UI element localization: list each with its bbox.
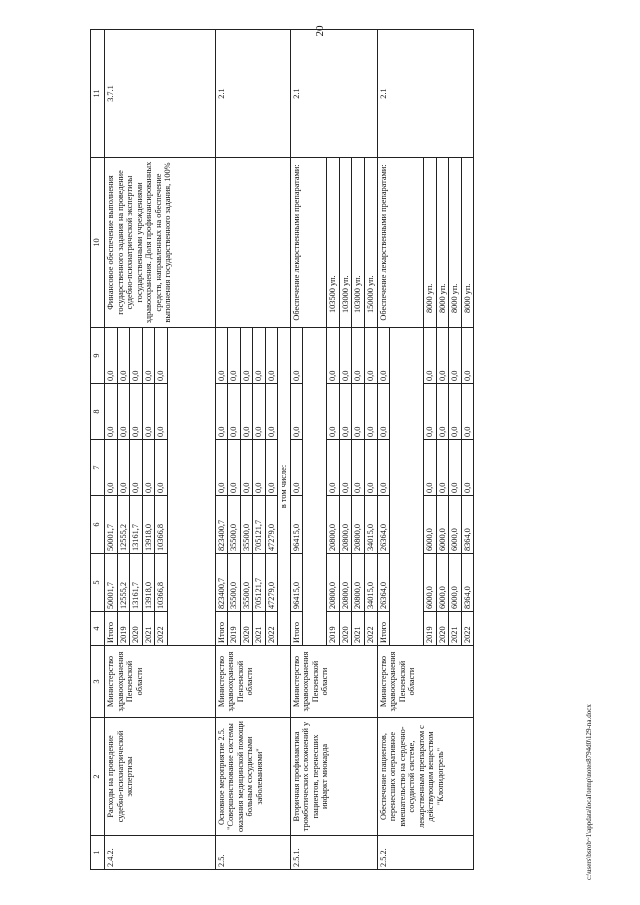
other-cell: 0,0 — [327, 328, 340, 384]
total-cell: 6000,0 — [436, 554, 449, 612]
other-cell: 0,0 — [117, 328, 130, 384]
year-cell: 2020 — [130, 612, 143, 646]
federal-cell: 0,0 — [240, 440, 253, 496]
total-cell: 50001,7 — [105, 554, 118, 612]
executor: Министерство здравоохранения Пензенской области — [290, 646, 377, 718]
local-cell: 0,0 — [155, 384, 168, 440]
col-header-11: 11 — [91, 30, 105, 158]
empty-cell — [167, 328, 215, 646]
indicator-value: 8000 уп. — [449, 158, 462, 328]
row-number: 2.5.1. — [290, 836, 377, 870]
federal-cell: 0,0 — [339, 440, 352, 496]
executor: Министерство здравоохранения Пензенской области — [377, 646, 474, 718]
other-cell: 0,0 — [461, 328, 474, 384]
federal-cell: 0,0 — [352, 440, 365, 496]
col-header-7: 7 — [91, 440, 105, 496]
local-cell: 0,0 — [290, 384, 303, 440]
year-cell: Итого — [105, 612, 118, 646]
empty-cell — [303, 328, 327, 646]
regional-cell: 13918,0 — [142, 496, 155, 554]
total-cell: 20800,0 — [327, 554, 340, 612]
indicator-value: 103000 уп. — [339, 158, 352, 328]
federal-cell: 0,0 — [117, 440, 130, 496]
row-number: 2.5. — [215, 836, 290, 870]
regional-cell: 34015,0 — [364, 496, 377, 554]
federal-cell: 0,0 — [461, 440, 474, 496]
total-cell: 8364,0 — [461, 554, 474, 612]
other-cell: 0,0 — [142, 328, 155, 384]
year-cell: 2019 — [424, 612, 437, 646]
separator-label: в том числе: — [278, 328, 291, 646]
link-cell: 2.1 — [215, 30, 290, 158]
local-cell: 0,0 — [449, 384, 462, 440]
total-cell: 705121,7 — [253, 554, 266, 612]
indicator-text: Финансовое обеспечение выполнения государственного задания на проведение судебно-психиатрической экспертизы государственными учреждениями здравоохранения. Доля профинансированных средств, направленных на обеспечение выполнения государственного задания, 100% — [105, 158, 216, 328]
federal-cell: 0,0 — [253, 440, 266, 496]
federal-cell: 0,0 — [215, 440, 228, 496]
local-cell: 0,0 — [339, 384, 352, 440]
other-cell: 0,0 — [449, 328, 462, 384]
other-cell: 0,0 — [240, 328, 253, 384]
total-cell: 20800,0 — [352, 554, 365, 612]
total-cell: 823400,7 — [215, 554, 228, 612]
regional-cell: 26364,0 — [377, 496, 390, 554]
executor: Министерство здравоохранения Пензенской области — [105, 646, 216, 718]
year-cell: 2021 — [253, 612, 266, 646]
indicator-text — [215, 158, 290, 328]
local-cell: 0,0 — [117, 384, 130, 440]
year-cell: Итого — [215, 612, 228, 646]
local-cell: 0,0 — [253, 384, 266, 440]
row-number: 2.5.2. — [377, 836, 474, 870]
page-number: 20 — [314, 25, 326, 37]
year-cell: 2022 — [155, 612, 168, 646]
federal-cell: 0,0 — [364, 440, 377, 496]
regional-cell: 10366,8 — [155, 496, 168, 554]
regional-cell: 6000,0 — [449, 496, 462, 554]
col-header-5: 5 — [91, 554, 105, 612]
year-cell: 2021 — [449, 612, 462, 646]
year-cell: Итого — [377, 612, 390, 646]
activity-name: Расходы на проведение судебно-психиатрической экспертизы — [105, 718, 216, 836]
local-cell: 0,0 — [364, 384, 377, 440]
indicator-value: 8000 уп. — [424, 158, 437, 328]
year-cell: 2019 — [228, 612, 241, 646]
regional-cell: 823400,7 — [215, 496, 228, 554]
other-cell: 0,0 — [228, 328, 241, 384]
total-cell: 35500,0 — [228, 554, 241, 612]
other-cell: 0,0 — [339, 328, 352, 384]
row-number: 2.4.2. — [105, 836, 216, 870]
indicator-text: Обеспечение лекарственными препаратами: — [290, 158, 327, 328]
activity-name: Основное мероприятие 2.5. "Совершенствование системы оказания медицинской помощи больным сосудистыми заболеваниями" — [215, 718, 290, 836]
indicator-value: 8000 уп. — [461, 158, 474, 328]
local-cell: 0,0 — [461, 384, 474, 440]
indicator-value: 150000 уп. — [364, 158, 377, 328]
federal-cell: 0,0 — [290, 440, 303, 496]
federal-cell: 0,0 — [105, 440, 118, 496]
total-cell: 34015,0 — [364, 554, 377, 612]
table-row — [377, 30, 390, 870]
federal-cell: 0,0 — [130, 440, 143, 496]
other-cell: 0,0 — [130, 328, 143, 384]
link-cell: 3.7.1 — [105, 30, 216, 158]
indicator-text: Обеспечение лекарственными препаратами: — [377, 158, 424, 328]
col-header-9: 9 — [91, 328, 105, 384]
regional-cell: 50001,7 — [105, 496, 118, 554]
other-cell: 0,0 — [253, 328, 266, 384]
local-cell: 0,0 — [130, 384, 143, 440]
local-cell: 0,0 — [377, 384, 390, 440]
regional-cell: 705121,7 — [253, 496, 266, 554]
col-header-1: 1 — [91, 836, 105, 870]
federal-cell: 0,0 — [436, 440, 449, 496]
indicator-value: 8000 уп. — [436, 158, 449, 328]
column-number-row — [91, 30, 105, 870]
year-cell: Итого — [290, 612, 303, 646]
col-header-8: 8 — [91, 384, 105, 440]
total-cell: 6000,0 — [449, 554, 462, 612]
other-cell: 0,0 — [265, 328, 278, 384]
regional-cell: 96415,0 — [290, 496, 303, 554]
federal-cell: 0,0 — [265, 440, 278, 496]
other-cell: 0,0 — [424, 328, 437, 384]
regional-cell: 6000,0 — [436, 496, 449, 554]
file-path-text: c:\users\bsrob~1\appdata\local\temp\notes8794d0\129-na.docx — [585, 704, 593, 880]
total-cell: 96415,0 — [290, 554, 303, 612]
other-cell: 0,0 — [105, 328, 118, 384]
local-cell: 0,0 — [215, 384, 228, 440]
regional-cell: 47279,0 — [265, 496, 278, 554]
federal-cell: 0,0 — [377, 440, 390, 496]
program-table — [90, 29, 474, 870]
local-cell: 0,0 — [240, 384, 253, 440]
total-cell: 35500,0 — [240, 554, 253, 612]
year-cell: 2019 — [117, 612, 130, 646]
local-cell: 0,0 — [142, 384, 155, 440]
other-cell: 0,0 — [436, 328, 449, 384]
year-cell: 2021 — [352, 612, 365, 646]
federal-cell: 0,0 — [155, 440, 168, 496]
federal-cell: 0,0 — [142, 440, 155, 496]
col-header-4: 4 — [91, 612, 105, 646]
other-cell: 0,0 — [352, 328, 365, 384]
local-cell: 0,0 — [424, 384, 437, 440]
link-cell: 2.1 — [290, 30, 377, 158]
total-cell: 12555,2 — [117, 554, 130, 612]
total-cell: 13161,7 — [130, 554, 143, 612]
col-header-10: 10 — [91, 158, 105, 328]
local-cell: 0,0 — [436, 384, 449, 440]
rotated-table-container — [90, 30, 550, 870]
executor: Министерство здравоохранения Пензенской области — [215, 646, 290, 718]
regional-cell: 35500,0 — [228, 496, 241, 554]
table-row — [290, 30, 303, 870]
regional-cell: 8364,0 — [461, 496, 474, 554]
federal-cell: 0,0 — [449, 440, 462, 496]
other-cell: 0,0 — [364, 328, 377, 384]
year-cell: 2022 — [461, 612, 474, 646]
regional-cell: 20800,0 — [339, 496, 352, 554]
table-row — [105, 30, 118, 870]
activity-name: Вторичная профилактика тромботических осложнений у пациентов, перенесших инфаркт миокарда — [290, 718, 377, 836]
year-cell: 2020 — [436, 612, 449, 646]
year-cell: 2022 — [364, 612, 377, 646]
activity-name: Обеспечение пациентов, перенесших оперативное вмешательство на сердечно-сосудистой системе, лекарственным препаратом с действующим веществом "Клопидогрель" — [377, 718, 474, 836]
total-cell: 13918,0 — [142, 554, 155, 612]
local-cell: 0,0 — [327, 384, 340, 440]
year-cell: 2022 — [265, 612, 278, 646]
table-row — [215, 30, 228, 870]
total-cell: 6000,0 — [424, 554, 437, 612]
total-cell: 10366,8 — [155, 554, 168, 612]
local-cell: 0,0 — [105, 384, 118, 440]
regional-cell: 6000,0 — [424, 496, 437, 554]
col-header-6: 6 — [91, 496, 105, 554]
local-cell: 0,0 — [352, 384, 365, 440]
year-cell: 2021 — [142, 612, 155, 646]
indicator-value: 103500 уп. — [327, 158, 340, 328]
local-cell: 0,0 — [228, 384, 241, 440]
federal-cell: 0,0 — [424, 440, 437, 496]
total-cell: 20800,0 — [339, 554, 352, 612]
other-cell: 0,0 — [377, 328, 390, 384]
year-cell: 2020 — [339, 612, 352, 646]
regional-cell: 20800,0 — [352, 496, 365, 554]
other-cell: 0,0 — [290, 328, 303, 384]
link-cell: 2.1 — [377, 30, 474, 158]
indicator-value: 103000 уп. — [352, 158, 365, 328]
federal-cell: 0,0 — [327, 440, 340, 496]
col-header-2: 2 — [91, 718, 105, 836]
federal-cell: 0,0 — [228, 440, 241, 496]
col-header-3: 3 — [91, 646, 105, 718]
regional-cell: 35500,0 — [240, 496, 253, 554]
other-cell: 0,0 — [155, 328, 168, 384]
year-cell: 2020 — [240, 612, 253, 646]
year-cell: 2019 — [327, 612, 340, 646]
empty-cell — [390, 328, 424, 646]
local-cell: 0,0 — [265, 384, 278, 440]
regional-cell: 12555,2 — [117, 496, 130, 554]
regional-cell: 20800,0 — [327, 496, 340, 554]
total-cell: 26364,0 — [377, 554, 390, 612]
total-cell: 47279,0 — [265, 554, 278, 612]
other-cell: 0,0 — [215, 328, 228, 384]
regional-cell: 13161,7 — [130, 496, 143, 554]
